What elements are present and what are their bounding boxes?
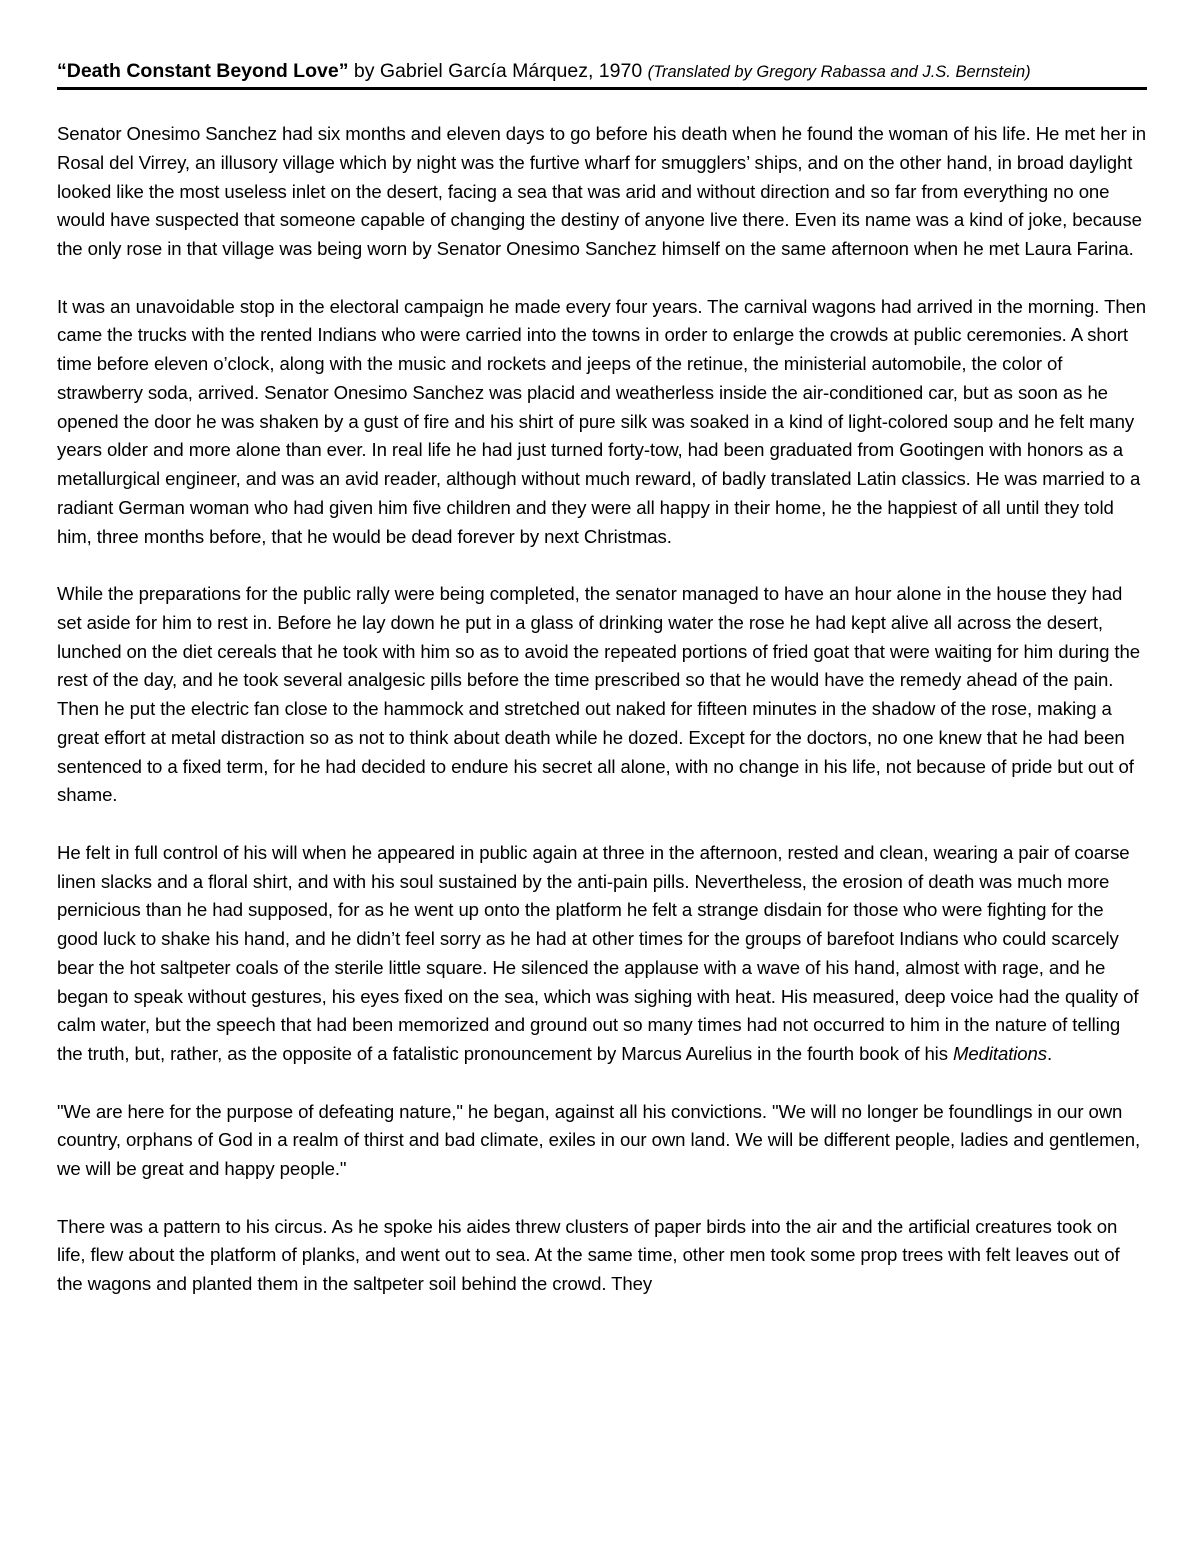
paragraph: There was a pattern to his circus. As he spoke his aides threw clusters of paper birds into the air and the artificial creatures took on life, flew about the platform of planks, and went out to sea. At the same time, other men took some prop trees with felt leaves out of the wagons and planted them in the saltpeter soil behind the crowd. They (57, 1215, 1120, 1294)
document-page (57, 58, 1147, 1328)
story-title: “Death Constant Beyond Love” (57, 60, 349, 82)
paragraph: It was an unavoidable stop in the electoral campaign he made every four years. The carnival wagons had arrived in the morning. Then came the trucks with the rented Indians who were carried into the towns in order to enlarge the crowds at public ceremonies. A short time before eleven o’clock, along with the music and rockets and jeeps of the retinue, the ministerial automobile, the color of strawberry soda, arrived. Senator Onesimo Sanchez was placid and weatherless inside the air-conditioned car, but as soon as he opened the door he was shaken by a gust of fire and his shirt of pure silk was soaked in a kind of light-colored soup and he felt many years older and more alone than ever. In real life he had just turned forty-tow, had been graduated from Gootingen with honors as a metallurgical engineer, and was an avid reader, although without much reward, of badly translated Latin classics. He was married to a radiant German woman who had given him five children and they were all happy in their home, he the happiest of all until they told him, three months before, that he would be dead forever by next Christmas. (57, 295, 1147, 547)
story-body (57, 120, 1147, 1299)
paragraph: "We are here for the purpose of defeating nature," he began, against all his convictions. "We will no longer be foundlings in our own country, orphans of God in a realm of thirst and bad climate, exiles in our own land. We will be different people, ladies and gentlemen, we will be great and happy people." (57, 1100, 1141, 1179)
paragraph-end: . (1046, 1043, 1053, 1064)
author-year: by Gabriel García Márquez, 1970 (348, 60, 648, 82)
paragraph: Senator Onesimo Sanchez had six months and eleven days to go before his death when he found the woman of his life. He met her in Rosal del Virrey, an illusory village which by night was the furtive wharf for smugglers’ ships, and on the other hand, in broad daylight looked like the most useless inlet on the desert, facing a sea that was arid and without direction and so far from everything no one would have suspected that someone capable of changing the destiny of anyone live there. Even its name was a kind of joke, because the only rose in that village was being worn by Senator Onesimo Sanchez himself on the same afternoon when he met Laura Farina. (57, 123, 1147, 259)
paragraph (57, 839, 1147, 1069)
document-header (57, 58, 1147, 90)
paragraph-text: He felt in full control of his will when he appeared in public again at three in the afternoon, rested and clean, wearing a pair of coarse linen slacks and a floral shirt, and with his soul sustained by the anti-pain pills. Nevertheless, the erosion of death was much more pernicious than he had supposed, for as he went up onto the platform he felt a strange disdain for those who were fighting for the good luck to shake his hand, and he didn’t feel sorry as he had at other times for the groups of barefoot Indians who could scarcely bear the hot saltpeter coals of the sterile little square. He silenced the applause with a wave of his hand, almost with rage, and he began to speak without gestures, his eyes fixed on the sea, which was sighing with heat. His measured, deep voice had the quality of calm water, but the speech that had been memorized and ground out so many times had not occurred to him in the nature of telling the truth, but, rather, as the opposite of a fatalistic pronouncement by Marcus Aurelius in the fourth book of his (57, 841, 1139, 1064)
translator-credit: (Translated by Gregory Rabassa and J.S. Bernstein) (647, 63, 1031, 81)
book-title: Meditations (952, 1043, 1047, 1064)
paragraph: While the preparations for the public rally were being completed, the senator managed to have an hour alone in the house they had set aside for him to rest in. Before he lay down he put in a glass of drinking water the rose he had kept alive all across the desert, lunched on the diet cereals that he took with him so as to avoid the repeated portions of fried goat that were waiting for him during the rest of the day, and he took several analgesic pills before the time prescribed so that he would have the remedy ahead of the pain. Then he put the electric fan close to the hammock and stretched out naked for fifteen minutes in the shadow of the rose, making a great effort at metal distraction so as not to think about death while he dozed. Except for the doctors, no one knew that he had been sentenced to a fixed term, for he had decided to endure his secret all alone, with no change in his life, not because of pride but out of shame. (57, 583, 1140, 806)
